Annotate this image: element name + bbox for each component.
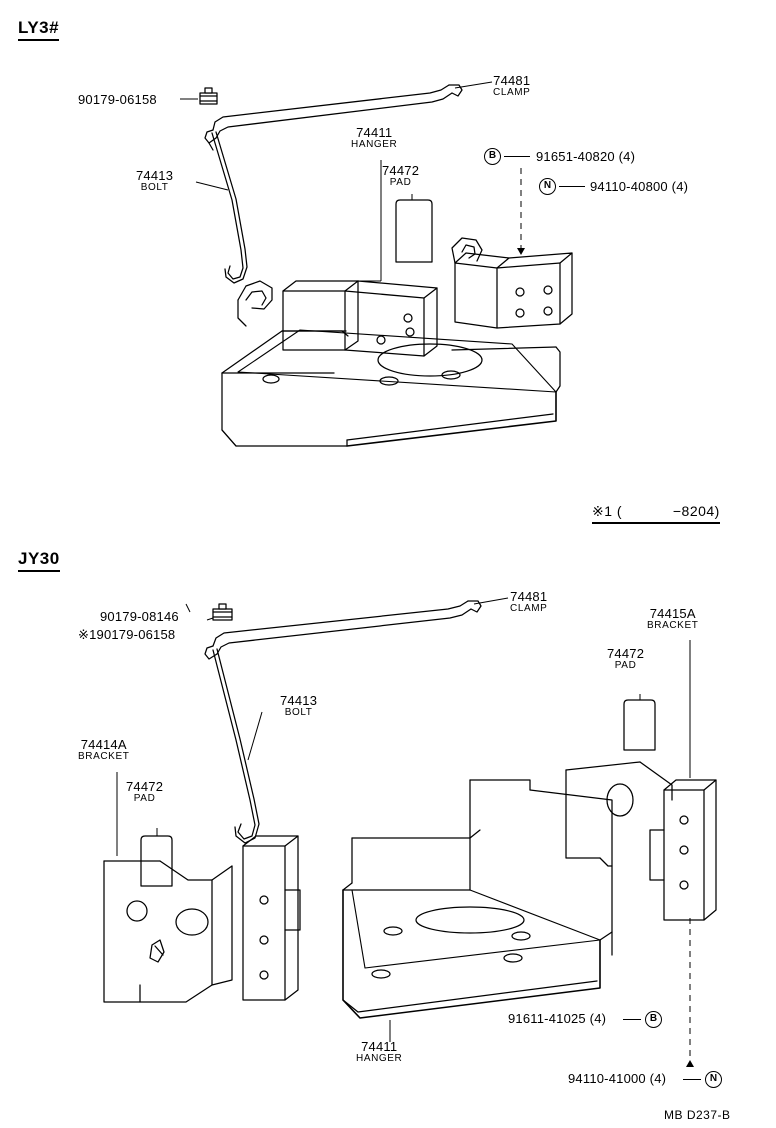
lower-arrow-head — [686, 1060, 694, 1067]
note-prefix: ※1 ( — [592, 503, 623, 519]
upper-74413-number: 74413 — [136, 168, 174, 183]
lower-74415a-sub: BRACKET — [647, 619, 699, 631]
upper-74411-sub: HANGER — [351, 138, 398, 150]
note-value: −8204) — [672, 503, 720, 519]
lower-74414a-sub: BRACKET — [78, 750, 130, 762]
upper-74472-sub: PAD — [389, 176, 412, 188]
lower-label-74481 — [510, 590, 547, 614]
lower-74415a-number: 74415A — [649, 606, 696, 621]
lower-74411-sub: HANGER — [356, 1052, 403, 1064]
lower-label-91611-41025: 91611-41025 (4) — [508, 1011, 607, 1026]
lower-74472-right-number: 74472 — [607, 646, 645, 661]
upper-label-90179-06158: 90179-06158 — [78, 92, 157, 107]
lower-74481-sub: CLAMP — [510, 602, 548, 614]
upper-label-91651-40820: 91651-40820 (4) — [536, 149, 636, 164]
section-heading-upper: LY3# — [18, 18, 59, 41]
lower-label-90179-08146: 90179-08146 — [100, 609, 179, 624]
upper-bullet-b: B — [484, 148, 501, 165]
lower-leader-94110 — [683, 1079, 701, 1080]
lower-74472-left-sub: PAD — [133, 792, 156, 804]
lower-bullet-n: N — [705, 1071, 722, 1088]
upper-74411-number: 74411 — [356, 125, 393, 140]
lower-label-74414a — [78, 738, 129, 762]
lower-74481-number: 74481 — [510, 589, 548, 604]
lower-bullet-b: B — [645, 1011, 662, 1028]
lower-74472-left-number: 74472 — [126, 779, 164, 794]
lower-74413-number: 74413 — [280, 693, 318, 708]
lower-74411-number: 74411 — [361, 1039, 398, 1054]
lower-74413-sub: BOLT — [284, 706, 313, 718]
footer-code: MB D237-B — [664, 1108, 731, 1122]
lower-label-90179-06158: ※190179-06158 — [78, 627, 176, 642]
lower-leader-91611 — [623, 1019, 641, 1020]
upper-label-94110-40800: 94110-40800 (4) — [590, 179, 689, 194]
lower-label-74415a — [647, 607, 698, 631]
upper-74472-number: 74472 — [382, 163, 420, 178]
lower-74472-right-sub: PAD — [614, 659, 637, 671]
upper-bullet-n: N — [539, 178, 556, 195]
lower-label-94110-41000: 94110-41000 (4) — [568, 1071, 667, 1086]
lower-label-74472-left — [126, 780, 163, 804]
upper-74481-sub: CLAMP — [493, 86, 531, 98]
lower-label-74472-right — [607, 647, 644, 671]
upper-74481-number: 74481 — [493, 73, 531, 88]
section-heading-lower: JY30 — [18, 549, 60, 572]
lower-74414a-number: 74414A — [80, 737, 127, 752]
lower-label-74413 — [280, 694, 317, 718]
upper-74413-sub: BOLT — [140, 181, 169, 193]
lower-label-74411 — [356, 1040, 402, 1064]
